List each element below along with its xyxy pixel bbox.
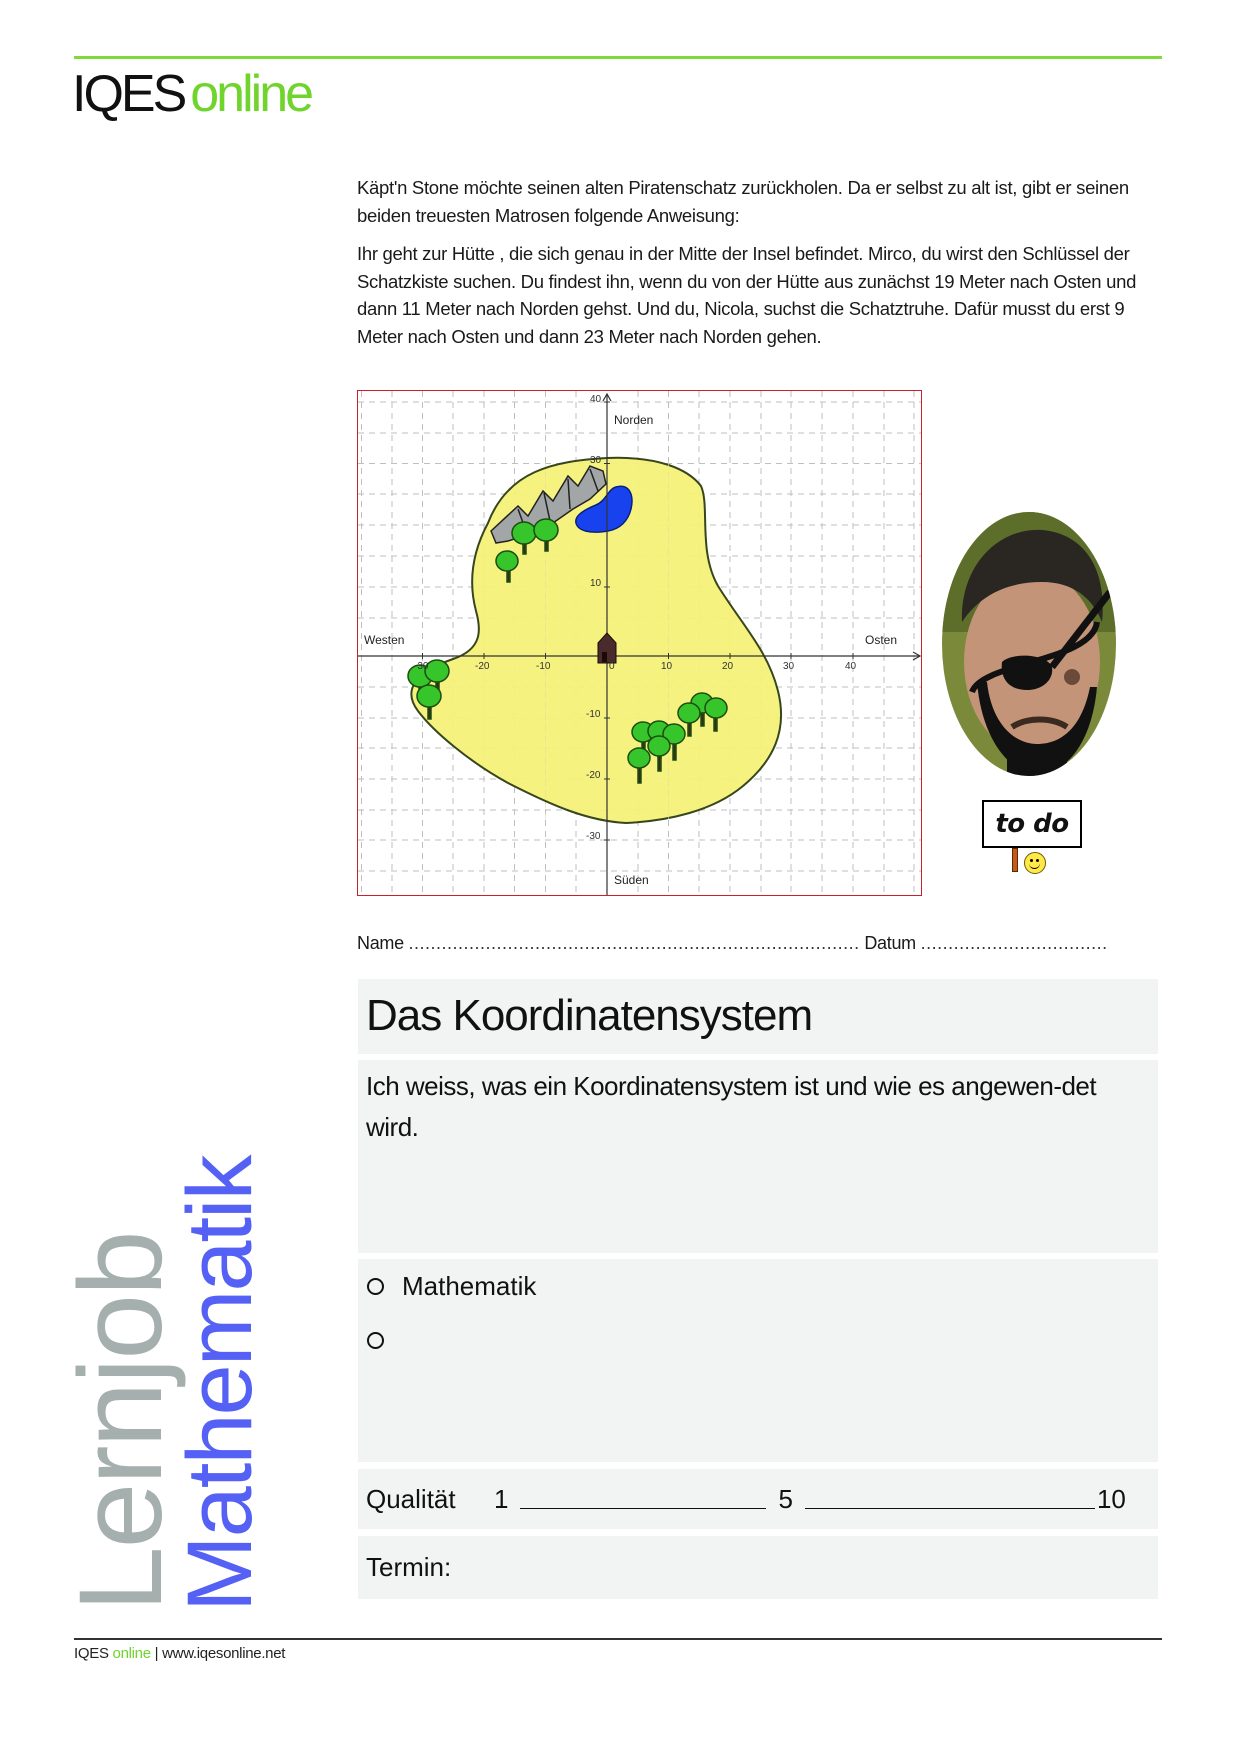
- coordinate-grid: [358, 391, 922, 896]
- intro-paragraph-2: Ihr geht zur Hütte , die sich genau in der Mitte der Insel befindet. Mirco, du wirst den Schlüssel der Schatzkiste suchen. Du findest ihn, wenn du von der Hütte aus zunächst 19 Meter nach Osten und dann 11 Meter nach Norden gehst. Und du, Nicola, suchst die Schatztruhe. Dafür musst du erst 9 Meter nach Osten und dann 23 Meter nach Norden gehen.: [357, 243, 1137, 347]
- logo-online: online: [190, 65, 312, 123]
- x-tick-label: -30: [414, 661, 429, 672]
- quality-line-high[interactable]: [805, 1490, 1095, 1509]
- bottom-divider: [74, 1638, 1162, 1640]
- page-title: Das Koordinatensystem: [358, 979, 1158, 1054]
- date-label: Datum: [864, 933, 916, 953]
- radio-circle-icon[interactable]: [367, 1332, 384, 1349]
- subjects-card: [358, 1259, 1158, 1462]
- treasure-map: [357, 390, 922, 896]
- termin-field[interactable]: [358, 1536, 1158, 1599]
- todo-sign: to do: [982, 800, 1082, 848]
- quality-label: Qualität: [366, 1483, 456, 1514]
- name-label: Name: [357, 933, 404, 953]
- quality-mid: 5: [778, 1483, 793, 1514]
- footer-brand: IQES: [74, 1645, 109, 1662]
- y-tick-label: 30: [590, 455, 602, 466]
- x-tick-label: 0: [609, 661, 615, 672]
- footer-brand-accent: online: [112, 1645, 151, 1662]
- intro-paragraph-1: Käpt'n Stone möchte seinen alten Piratenschatz zurückholen. Da er selbst zu alt ist, gibt er seinen beiden treuesten Matrosen folgende Anweisung:: [357, 177, 1129, 226]
- vertical-title-subject: Mathematik: [169, 1156, 271, 1612]
- termin-label: Termin:: [366, 1552, 452, 1582]
- map-label-south: Süden: [614, 873, 649, 887]
- map-label-west: Westen: [364, 633, 405, 647]
- map-label-east: Osten: [865, 633, 898, 647]
- pirate-portrait: [942, 512, 1116, 776]
- y-tick-label: 10: [590, 578, 602, 589]
- name-date-line: [357, 933, 1167, 954]
- footer-separator: |: [154, 1645, 159, 1662]
- x-tick-label: 30: [783, 661, 795, 672]
- x-tick-label: 10: [661, 661, 673, 672]
- y-tick-label: 40: [590, 394, 602, 405]
- x-tick-label: 40: [845, 661, 857, 672]
- quality-scale: [358, 1469, 1158, 1529]
- y-tick-label: -30: [586, 831, 601, 842]
- y-tick-label: -10: [586, 709, 601, 720]
- quality-line-low[interactable]: [520, 1490, 766, 1509]
- footer-url[interactable]: www.iqesonline.net: [162, 1645, 286, 1662]
- quality-max: 10: [1096, 1483, 1126, 1514]
- map-label-north: Norden: [614, 413, 654, 427]
- quality-min: 1: [494, 1483, 509, 1514]
- logo-iqes: IQES: [72, 65, 185, 123]
- x-tick-label: 20: [722, 661, 734, 672]
- y-tick-label: -20: [586, 770, 601, 781]
- subject-option[interactable]: [366, 1327, 1150, 1353]
- learning-goal: Ich weiss, was ein Koordinatensystem ist und wie es angewen-det wird.: [358, 1060, 1158, 1253]
- radio-circle-icon[interactable]: [367, 1278, 384, 1295]
- date-field[interactable]: ..................................: [920, 933, 1108, 953]
- subject-label: Mathematik: [402, 1270, 537, 1301]
- top-divider: [74, 56, 1162, 59]
- todo-sign-stick: [1012, 848, 1018, 872]
- intro-text: [357, 174, 1167, 361]
- x-tick-label: -10: [536, 661, 551, 672]
- smiley-icon: [1024, 852, 1046, 874]
- iqes-logo: [72, 64, 311, 124]
- subject-option[interactable]: [366, 1270, 1150, 1301]
- footer: [74, 1645, 285, 1662]
- x-tick-label: -20: [475, 661, 490, 672]
- name-field[interactable]: ..................................................................................: [408, 933, 860, 953]
- vertical-title-lernjob: Lernjob: [55, 1232, 187, 1612]
